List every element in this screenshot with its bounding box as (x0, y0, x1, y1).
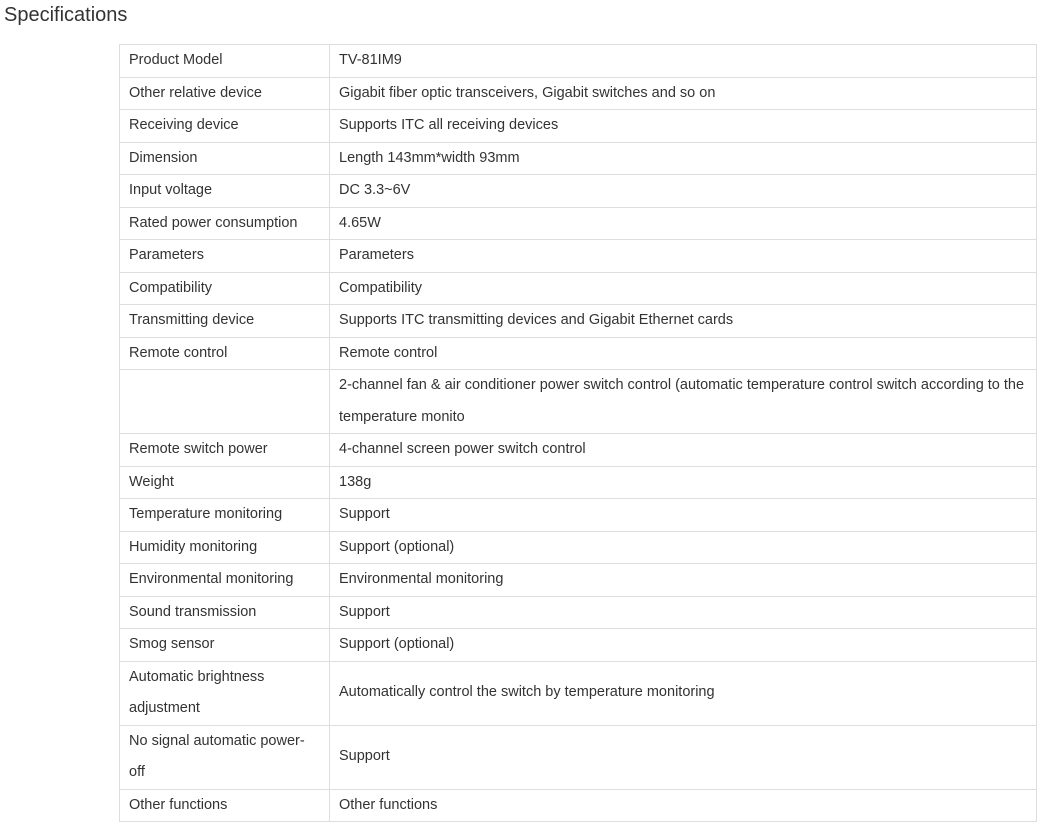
spec-label: Compatibility (120, 272, 330, 305)
spec-label (120, 370, 330, 434)
spec-label: Product Model (120, 45, 330, 78)
spec-label: Humidity monitoring (120, 531, 330, 564)
spec-label: Sound transmission (120, 596, 330, 629)
table-row (120, 564, 1037, 597)
spec-label: Transmitting device (120, 305, 330, 338)
table-row (120, 499, 1037, 532)
spec-value: Supports ITC all receiving devices (330, 110, 1037, 143)
spec-value: Supports ITC transmitting devices and Gigabit Ethernet cards (330, 305, 1037, 338)
table-row (120, 45, 1037, 78)
spec-label: Remote switch power (120, 434, 330, 467)
table-row (120, 466, 1037, 499)
table-row (120, 142, 1037, 175)
table-row (120, 629, 1037, 662)
spec-value: Support (330, 725, 1037, 789)
spec-value: Automatically control the switch by temperature monitoring (330, 661, 1037, 725)
spec-value: Support (optional) (330, 531, 1037, 564)
spec-value: 4-channel screen power switch control (330, 434, 1037, 467)
table-row (120, 661, 1037, 725)
table-row (120, 110, 1037, 143)
table-row (120, 531, 1037, 564)
table-row (120, 370, 1037, 434)
spec-value: 138g (330, 466, 1037, 499)
spec-value: Length 143mm*width 93mm (330, 142, 1037, 175)
spec-value: 2-channel fan & air conditioner power switch control (automatic temperature control switch according to the temperature monito (330, 370, 1037, 434)
spec-value: Environmental monitoring (330, 564, 1037, 597)
table-row (120, 789, 1037, 822)
spec-label: Environmental monitoring (120, 564, 330, 597)
spec-label: Temperature monitoring (120, 499, 330, 532)
spec-value: Gigabit fiber optic transceivers, Gigabit switches and so on (330, 77, 1037, 110)
page-title: Specifications (4, 4, 128, 26)
spec-label: Other functions (120, 789, 330, 822)
table-row (120, 240, 1037, 273)
spec-label: Input voltage (120, 175, 330, 208)
spec-label: Receiving device (120, 110, 330, 143)
spec-label: Smog sensor (120, 629, 330, 662)
spec-value: Parameters (330, 240, 1037, 273)
spec-value: 4.65W (330, 207, 1037, 240)
table-row (120, 725, 1037, 789)
spec-value: Compatibility (330, 272, 1037, 305)
spec-value: Support (330, 596, 1037, 629)
table-row (120, 175, 1037, 208)
table-row (120, 77, 1037, 110)
spec-value: DC 3.3~6V (330, 175, 1037, 208)
spec-label: Rated power consumption (120, 207, 330, 240)
spec-label: Weight (120, 466, 330, 499)
spec-value: Support (330, 499, 1037, 532)
table-row (120, 305, 1037, 338)
spec-value: TV-81IM9 (330, 45, 1037, 78)
spec-label: Parameters (120, 240, 330, 273)
spec-value: Other functions (330, 789, 1037, 822)
table-row (120, 434, 1037, 467)
specifications-table (119, 44, 1037, 822)
spec-label: No signal automatic power-off (120, 725, 330, 789)
table-row (120, 207, 1037, 240)
spec-value: Support (optional) (330, 629, 1037, 662)
spec-value: Remote control (330, 337, 1037, 370)
table-row (120, 272, 1037, 305)
spec-label: Other relative device (120, 77, 330, 110)
table-row (120, 596, 1037, 629)
spec-label: Automatic brightness adjustment (120, 661, 330, 725)
table-row (120, 337, 1037, 370)
spec-label: Dimension (120, 142, 330, 175)
spec-label: Remote control (120, 337, 330, 370)
